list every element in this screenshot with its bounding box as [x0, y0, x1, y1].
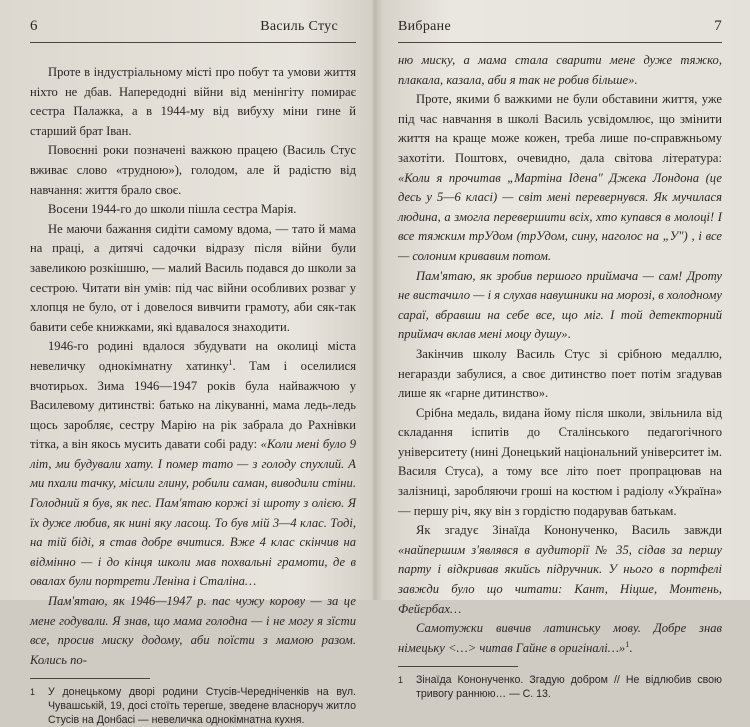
paragraph: Не маючи бажання сидіти самому вдома, — тато й мама на праці, а дитячі садочки відразу після війни були завеликою розкішшю, — малий Василь подався до школи за сестрою. Читати він умів: під час війни особливих розваг у хлопця не було, от і довелося вивчити грамоту, аби сяк-так бавити себе книжками, які вдавалося знаходити. — [30, 221, 356, 334]
footnote-text: У донецькому дворі родини Стусів-Чередніченків на вул. Чувашській, 19, досі стоїть теperше, зведене власноруч житло Стусів на Донбасі — невеличка однокімнатна кухня. — [48, 686, 356, 727]
footnote-mark: 1 — [30, 687, 36, 698]
footnote-text: Зінаїда Кононученко. Згадую добром // Не відлюбив свою тривогу раннюю… — С. 13. — [416, 674, 722, 701]
right-page — [376, 0, 750, 701]
left-page-number: 6 — [30, 18, 38, 34]
paragraph: Проте, якими б важкими не були обставини життя, уже під час навчання в школі Василь усвідомлює, що змінити життя на краще може кожен, треба лише по-справжньому захотіти. Поштовх, очевидно, дала світова література: «Коли я прочитав „Мартіна Ідена" Джека Лондона (це десь у 5—6 класі) — світ мені перевернувся. Як мучилася людина, а змогла перевершити всіх, хто купався в молоці! І все тяжким трУдом (трУдом, сину, наголос на „У") , і все — солоним кривавим потом. — [398, 92, 722, 263]
paragraph: Срібна медаль, видана йому після школи, звільнила від складання іспитів до Сталінського педагогічного університету (нині Донецький національний університет ім. Василя Стуса), а тому все літо поет пропрацював на залізниці, заробляючи гроші на костюм і радіолу «Україна» — першу річ, яку він з гордістю подарував батькам. — [398, 405, 722, 518]
paragraph: Восени 1944-го до школи пішла сестра Марія. — [48, 202, 297, 217]
paragraph: ню миску, а мама стала сварити мене дуже тяжко, плакала, казала, аби я так не робив більше». — [398, 53, 722, 87]
right-page-number: 7 — [714, 18, 722, 34]
paragraph: Самотужки вивчив латинську мову. Добре знав німецьку <…> читав Гайне в оригіналі…»$^1$. — [398, 621, 722, 655]
right-page-body — [398, 51, 722, 658]
left-page-body — [30, 63, 356, 670]
footnote-mark: 1 — [398, 675, 404, 686]
left-footnote-rule — [30, 678, 150, 679]
paragraph: Проте в індустріальному місті про побут та умови життя ніхто не дбав. Напередодні війни від менінгіту помирає сестра Палажка, а в 1944-му від вибуху міни гине й старший брат Іван. — [30, 65, 356, 138]
left-footnote — [30, 685, 356, 727]
right-footnote-rule — [398, 666, 518, 667]
paragraph: Як згадує Зінаїда Кононученко, Василь завжди «найпершим з'являвся в аудиторії № 35, сідав за першу парту і відкривав якийсь підручник. У нього в портфелі завжди було що читати: Кант, Ніцше, Монтень, Фейєрбах… — [398, 523, 722, 616]
paragraph: 1946-го родині вдалося збудувати на околиці міста невеличку однокімнатну хатинку$^1$. Там і оселилися вчотирьох. Зима 1946—1947 років була найважчою у Василевому дитинстві: батько на лікуванні, мама ледь-ледь щось заробляє, сестру Марію на рік забрала до Рахнівки тітка, а він якось мусить давати собі раду: «Коли мені було 9 літ, ми будували хату. І помер тато — з голоду спухлий. А ми пхали тачку, місили глину, робили саман, виводили стіни. Голодний я був, як пес. Пам'ятаю коржі зі шроту з олією. Я їх дуже любив, як нині яку ласощ. То був мій 3—4 клас. Тоді, на тій біді, я став добре вчитися. Вже 4 клас скінчив на відмінно — і до кінця школи мав похвальні грамоти, де в овалах були портрети Леніна і Сталіна… — [30, 339, 357, 589]
left-running-head: Василь Стус — [260, 19, 338, 34]
paragraph: Пам'ятаю, як зробив першого приймача — сам! Дроту не вистачило — і я слухав навушники на морозі, в холодному сараї, вбравши на себе все, що міг. І той детекторний приймач вклав мені моцу душу». — [398, 268, 722, 342]
paragraph: Пам'ятаю, як 1946—1947 р. пас чужу корову — за це мене годували. Я знав, що мама голодна — і не могу я зїсти все, просив миску додому, аби поїсти з мамою разом. Колись по- — [30, 594, 356, 667]
left-page-header — [30, 14, 356, 43]
right-running-head: Вибране — [398, 19, 451, 34]
right-footnote — [398, 673, 722, 701]
paragraph: Закінчив школу Василь Стус зі срібною медаллю, негаразди забулися, а своє дитинство поет потім згадував лише як «гарне дитинство». — [398, 346, 722, 401]
right-page-header — [398, 14, 722, 43]
paragraph: Повоєнні роки позначені важкою працею (Василь Стус вживає слово «трудною»), голодом, але й радістю від навчання: життя брало своє. — [30, 143, 356, 197]
